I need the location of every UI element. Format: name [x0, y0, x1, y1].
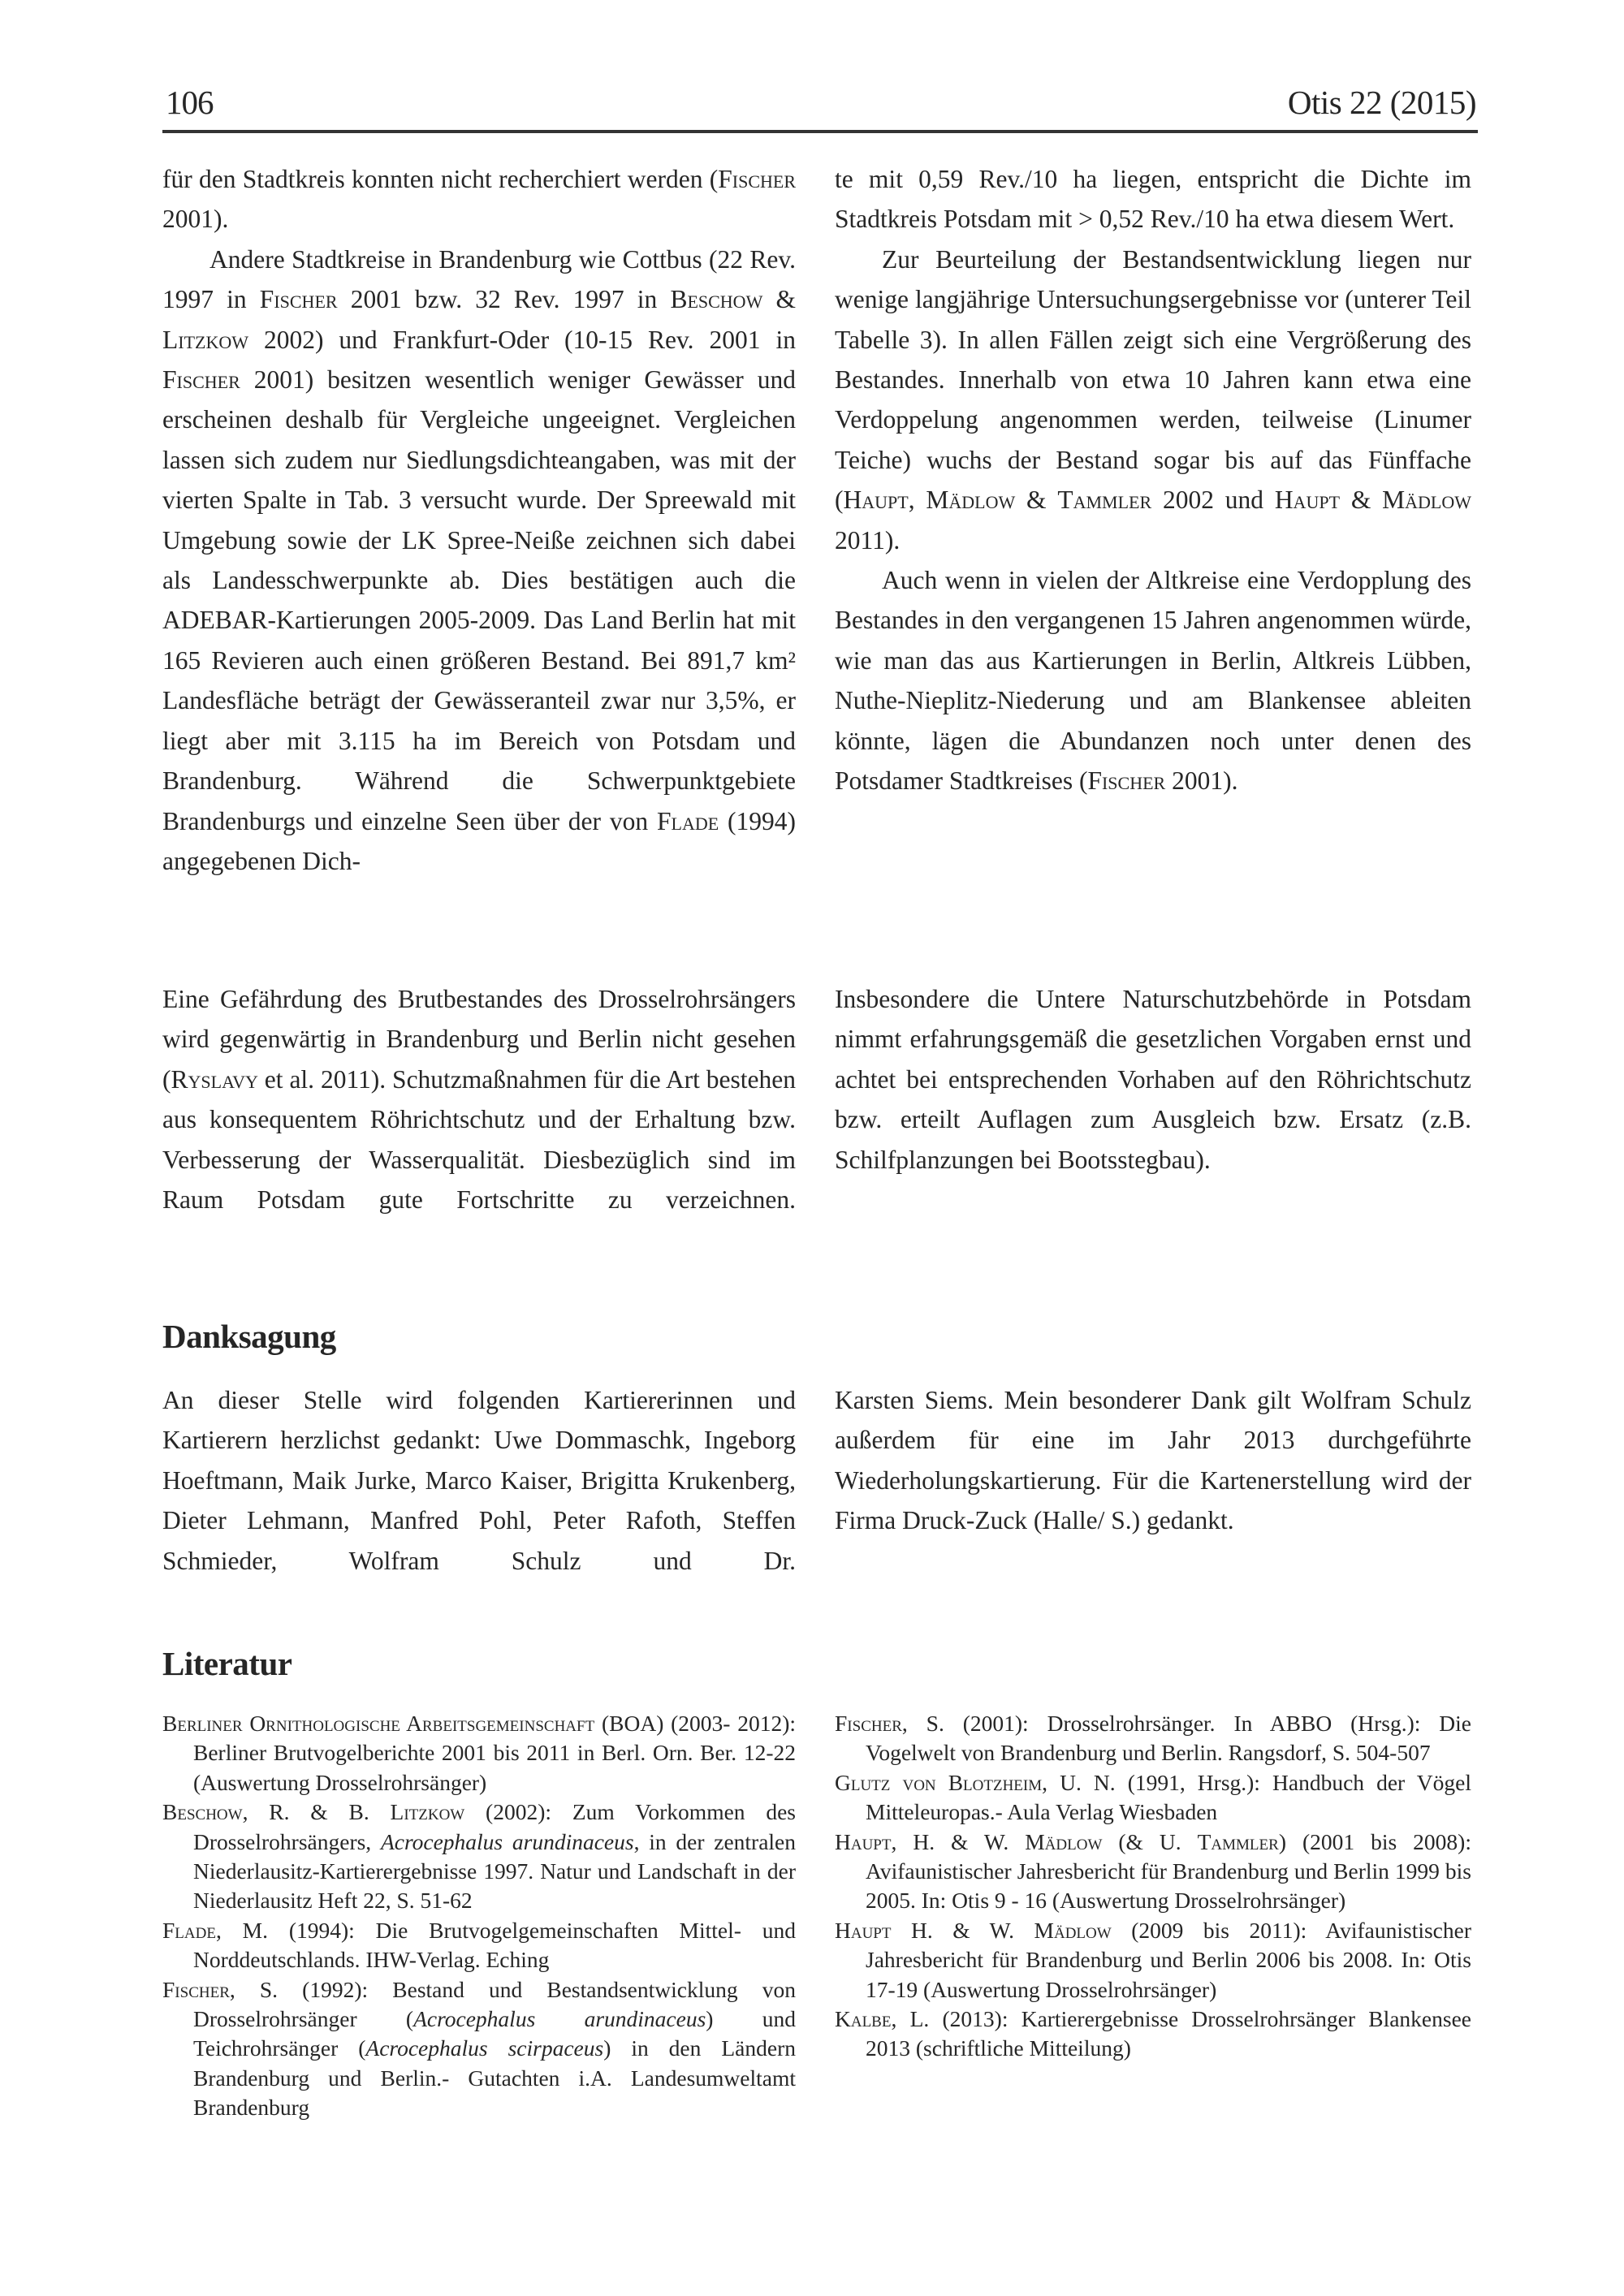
author-name: Haupt — [835, 1828, 892, 1854]
references-right — [835, 1709, 1471, 2064]
species-name: Acrocephalus arundinaceus — [380, 1828, 634, 1854]
author-name: Beschow — [162, 1799, 243, 1825]
author-name: Flade — [162, 1917, 216, 1943]
section1-left-column — [162, 159, 796, 881]
author-name: Fischer — [162, 365, 240, 395]
section1-right-column — [835, 159, 1471, 801]
author-name: Mädlow — [1034, 1917, 1112, 1943]
author-name: Flade — [656, 806, 719, 835]
references-left — [162, 1709, 796, 2123]
reference-entry: Haupt H. & W. Mädlow (2009 bis 2011): Avifaunistischer Jahresbericht für Brandenburg und Berlin 2006 bis 2008. In: Otis 17-19 (Auswertung Drosselrohrsänger) — [835, 1917, 1471, 2002]
author-name: Fischer — [162, 1976, 230, 2002]
section-heading-literatur: Literatur — [162, 1645, 292, 1682]
author-name: Tammler — [1197, 1828, 1279, 1854]
author-name: Haupt — [835, 1917, 892, 1943]
author-name: Haupt — [843, 486, 909, 515]
paragraph: Insbesondere die Untere Naturschutzbehörde in Potsdam nimmt erfahrungsgemäß die gesetzlichen Vorgaben ernst und achtet bei entsprechenden Vorhaben auf den Röhrichtschutz bzw. erteilt Auflagen zum Ausgleich bzw. Ersatz (z.B. Schilfplanzungen bei Bootsstegbau). — [835, 985, 1471, 1174]
author-name: Fischer — [259, 285, 338, 314]
author-name: Mädlow — [926, 486, 1016, 515]
paragraph: Zur Beurteilung der Bestandsentwicklung liegen nur wenige langjährige Untersuchungsergebnisse vor (unterer Teil Tabelle 3). In allen Fällen zeigt sich eine Vergrößerung des Bestandes. Innerhalb von etwa 10 Jahren kann etwa eine Verdoppelung angenommen werden, teilweise (Linumer Teiche) wuchs der Bestand sogar bis auf das Fünffache (Haupt, Mädlow & Tammler 2002 und Haupt & Mädlow 2011). — [835, 244, 1471, 555]
section2-right-column — [835, 979, 1471, 1180]
author-name: Kalbe — [835, 2006, 892, 2032]
author-name: Fischer — [835, 1711, 902, 1736]
author-name: Tammler — [1057, 486, 1152, 515]
text: Eine Gefährdung des Brutbestandes des Drosselrohrsängers wird gegenwärtig in Brandenburg und Berlin nicht gesehen ( — [162, 985, 796, 1094]
paragraph: Andere Stadtkreise in Brandenburg wie Cottbus (22 Rev. 1997 in Fischer 2001 bzw. 32 Rev. 1997 in Beschow & Litzkow 2002) und Frankfurt-Oder (10-15 Rev. 2001 in Fischer 2001) besitzen wesentlich weniger Gewässer und erscheinen deshalb für Vergleiche ungeeignet. Vergleichen lassen sich zudem nur Siedlungsdichteangaben, was mit der vierten Spalte in Tab. 3 versucht wurde. Der Spreewald mit Umgebung sowie der LK Spree-Neiße zeichnen sich dabei als Landesschwerpunkte ab. Dies bestätigen auch die ADEBAR-Kartierungen 2005-2009. Das Land Berlin hat mit 165 Revieren auch einen größeren Bestand. Bei 891,7 km² Landesfläche beträgt der Gewässeranteil zwar nur 3,5%, er liegt aber mit 3.115 ha im Bereich von Potsdam und Brandenburg. Während die Schwerpunktgebiete Brandenburgs und einzelne Seen über der von Flade (1994) angegebenen Dich- — [162, 244, 796, 875]
species-name: Acrocephalus scirpaceus — [365, 2035, 604, 2061]
section-heading-danksagung: Danksagung — [162, 1318, 336, 1355]
author-name: Glutz von Blotzheim — [835, 1769, 1043, 1795]
author-name: Haupt — [1274, 486, 1341, 515]
author-name: Mädlow — [1025, 1828, 1103, 1854]
author-name: Fischer — [1087, 766, 1166, 796]
reference-entry: Fischer, S. (1992): Bestand und Bestandsentwicklung von Drosselrohrsänger (Acrocephalus arundinaceus) und Teichrohrsänger (Acrocephalus scirpaceus) in den Ländern Brandenburg und Berlin.- Gutachten i.A. Landesumweltamt Brandenburg — [162, 1976, 796, 2121]
reference-entry: Fischer, S. (2001): Drosselrohrsänger. In ABBO (Hrsg.): Die Vogelwelt von Brandenburg und Berlin. Rangsdorf, S. 504-507 — [835, 1711, 1471, 1766]
author-name: Ryslavy — [171, 1064, 258, 1094]
page-number: 106 — [166, 84, 214, 121]
reference-entry: Haupt, H. & W. Mädlow (& U. Tammler) (2001 bis 2008): Avifaunistischer Jahresbericht für Brandenburg und Berlin 1999 bis 2005. In: Otis 9 - 16 (Auswertung Drosselrohrsänger) — [835, 1828, 1471, 1914]
paragraph — [162, 979, 796, 1219]
author-name: Litzkow — [162, 325, 248, 354]
reference-entry: Flade, M. (1994): Die Brutvogelgemeinschaften Mittel- und Norddeutschlands. IHW-Verlag. Eching — [162, 1917, 796, 1973]
paragraph: An dieser Stelle wird folgenden Kartiererinnen und Kartierern herzlichst gedankt: Uwe Dommaschk, Ingeborg Hoeftmann, Maik Jurke, Marco Kaiser, Brigitta Krukenberg, Dieter Lehmann, Manfred Pohl, Peter Rafoth, Steffen Schmieder, Wolfram Schulz und Dr. — [162, 1386, 796, 1575]
text: et al. 2011). Schutzmaßnahmen für die Art bestehen aus konsequentem Röhrichtschutz und der Erhaltung bzw. Verbesserung der Wasserqualität. Diesbezüglich sind im Raum Potsdam gute Fortschritte zu verzeichnen. — [162, 1064, 796, 1215]
paragraph: te mit 0,59 Rev./10 ha liegen, entspricht die Dichte im Stadtkreis Potsdam mit > 0,52 Rev./10 ha etwa diesem Wert. — [835, 165, 1471, 234]
header-rule — [162, 130, 1478, 133]
author-name: Beschow — [670, 285, 763, 314]
author-name: Mädlow — [1382, 486, 1471, 515]
paragraph: Auch wenn in vielen der Altkreise eine Verdopplung des Bestandes in den vergangenen 15 Jahren angenommen würde, wie man das aus Kartierungen in Berlin, Altkreis Lübben, Nuthe-Nieplitz-Niederung und am Blankensee ableiten könnte, lägen die Abundanzen noch unter denen des Potsdamer Stadtkreises (Fischer 2001). — [835, 566, 1471, 796]
species-name: Acrocephalus arundinaceus — [413, 2006, 706, 2032]
paragraph: Karsten Siems. Mein besonderer Dank gilt Wolfram Schulz außerdem für eine im Jahr 2013 durchgeführte Wiederholungskartierung. Für die Kartenerstellung wird der Firma Druck-Zuck (Halle/ S.) gedankt. — [835, 1386, 1471, 1535]
author-name: Fischer — [718, 165, 796, 193]
author-name: Berliner Ornithologische Arbeitsgemeinschaft — [162, 1711, 595, 1736]
danksagung-right-column — [835, 1380, 1471, 1541]
author-name: Litzkow — [390, 1799, 465, 1825]
reference-entry: Glutz von Blotzheim, U. N. (1991, Hrsg.): Handbuch der Vögel Mitteleuropas.- Aula Verlag Wiesbaden — [835, 1769, 1471, 1825]
reference-entry: Kalbe, L. (2013): Kartierergebnisse Drosselrohrsänger Blankensee 2013 (schriftliche Mitteilung) — [835, 2006, 1471, 2061]
reference-entry: Berliner Ornithologische Arbeitsgemeinschaft (BOA) (2003- 2012): Berliner Brutvogelberichte 2001 bis 2011 in Berl. Orn. Ber. 12-22 (Auswertung Drosselrohrsänger) — [162, 1711, 796, 1795]
danksagung-left-column — [162, 1380, 796, 1581]
paragraph: für den Stadtkreis konnten nicht recherchiert werden (Fischer 2001). — [162, 165, 796, 234]
section2-left-column — [162, 979, 796, 1219]
page-header — [162, 83, 1478, 132]
journal-title: Otis 22 (2015) — [1287, 84, 1476, 121]
reference-entry: Beschow, R. & B. Litzkow (2002): Zum Vorkommen des Drosselrohrsängers, Acrocephalus arundinaceus, in der zentralen Niederlausitz-Kartierergebnisse 1997. Natur und Landschaft in der Niederlausitz Heft 22, S. 51-62 — [162, 1799, 797, 1914]
